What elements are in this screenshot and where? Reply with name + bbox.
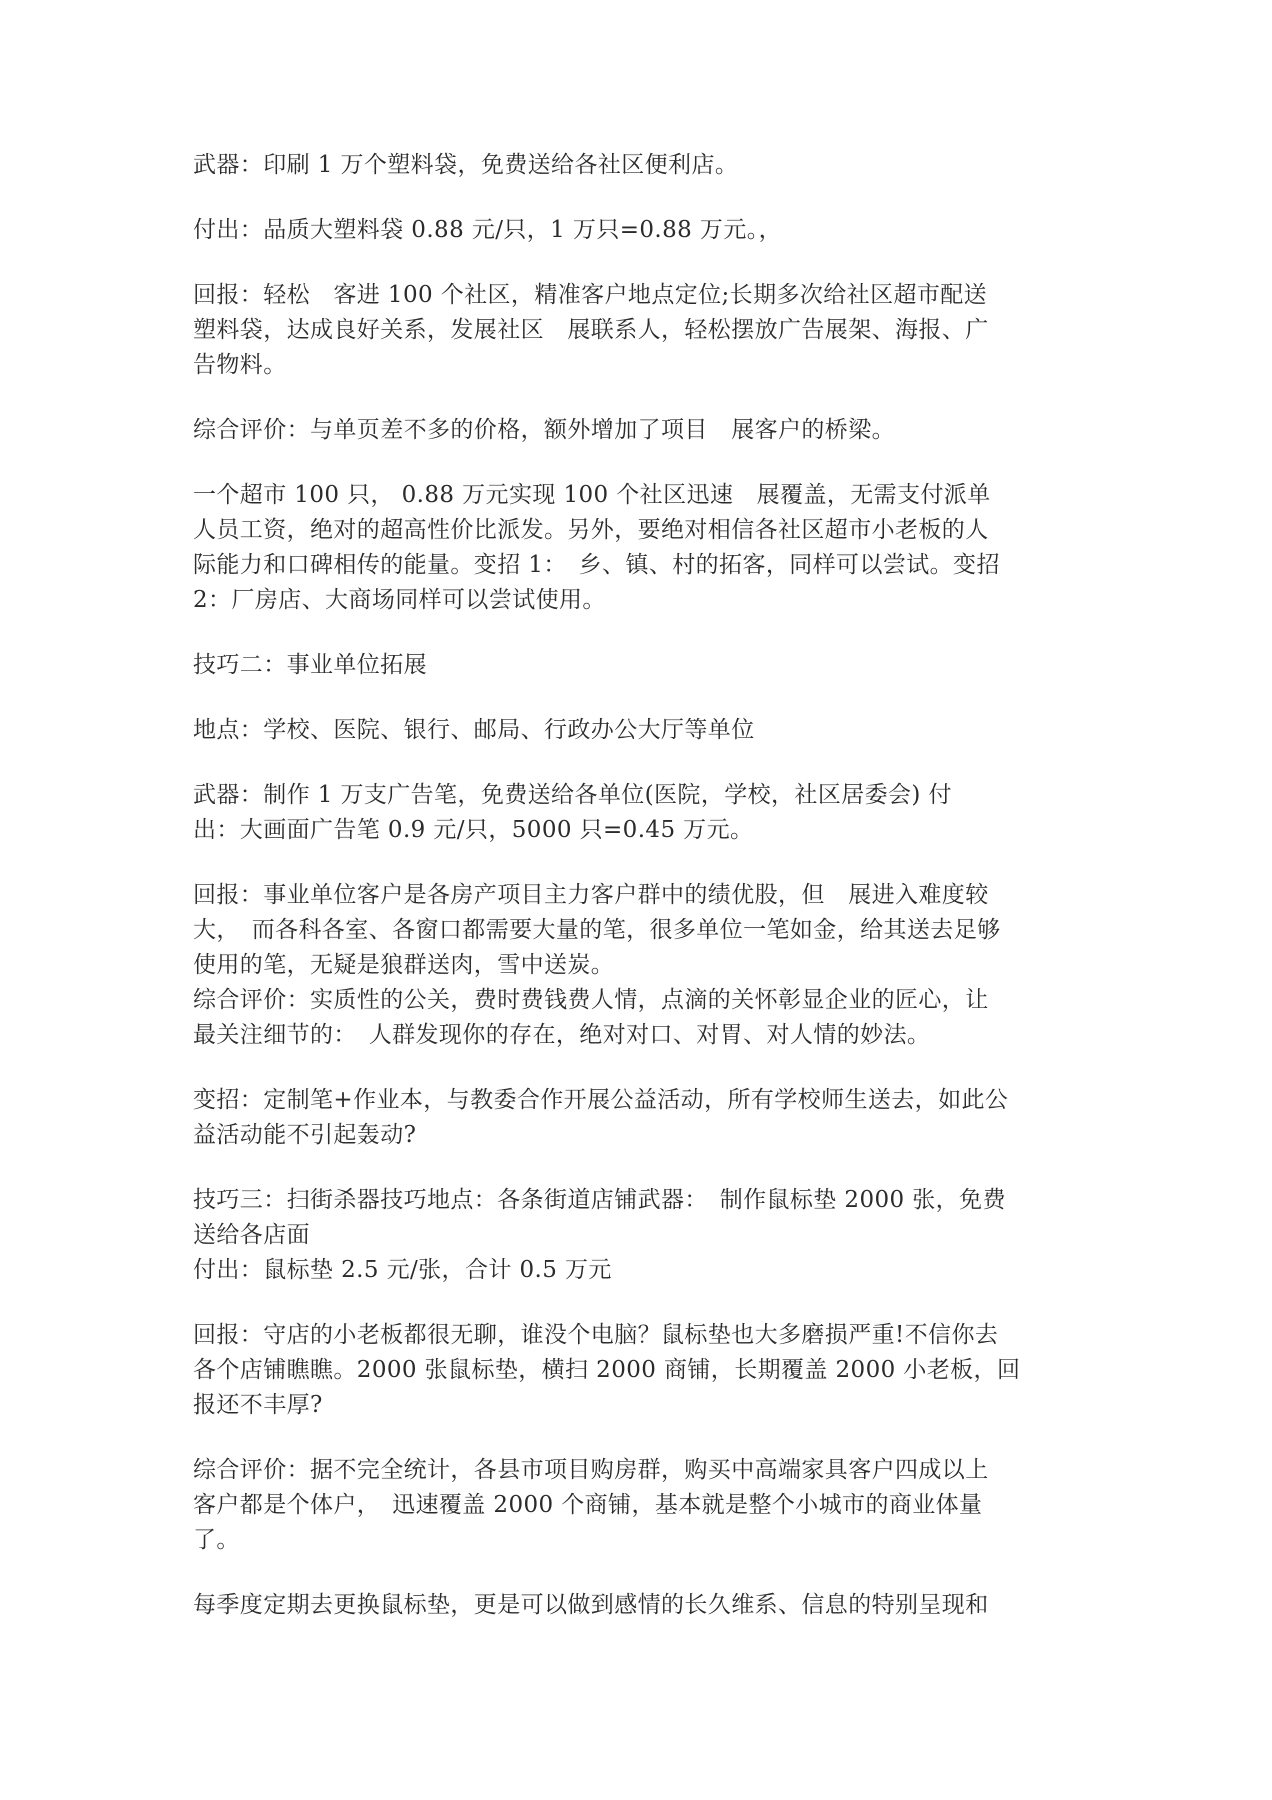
text-line: 武器：制作 1 万支广告笔，免费送给各单位(医院，学校，社区居委会) 付 xyxy=(193,782,952,808)
text-line: 出：大画面广告笔 0.9 元/只，5000 只=0.45 万元。 xyxy=(193,817,754,843)
text-line: 综合评价：据不完全统计，各县市项目购房群，购买中高端家具客户四成以上 xyxy=(193,1457,989,1483)
paragraph xyxy=(193,983,1093,1053)
paragraph xyxy=(193,1183,1093,1253)
text-line: 综合评价：实质性的公关，费时费钱费人情，点滴的关怀彰显企业的匠心，让 xyxy=(193,987,989,1013)
paragraph xyxy=(193,1453,1093,1558)
paragraph xyxy=(193,1083,1093,1153)
text-line: 变招：定制笔+作业本，与教委合作开展公益活动，所有学校师生送去，如此公 xyxy=(193,1087,1009,1113)
paragraph xyxy=(193,648,1093,683)
paragraph xyxy=(193,1253,1093,1288)
text-line: 人员工资，绝对的超高性价比派发。另外，要绝对相信各社区超市小老板的人 xyxy=(193,517,989,543)
text-line: 每季度定期去更换鼠标垫，更是可以做到感情的长久维系、信息的特别呈现和 xyxy=(193,1592,989,1618)
text-line: 综合评价：与单页差不多的价格，额外增加了项目 展客户的桥梁。 xyxy=(193,417,895,443)
paragraph xyxy=(193,148,1093,183)
text-line: 回报：轻松 客进 100 个社区，精准客户地点定位;长期多次给社区超市配送 xyxy=(193,282,988,308)
text-line: 大， 而各科各室、各窗口都需要大量的笔，很多单位一笔如金，给其送去足够 xyxy=(193,917,1001,943)
text-line: 益活动能不引起轰动? xyxy=(193,1122,417,1148)
text-line: 最关注细节的： 人群发现你的存在，绝对对口、对胃、对人情的妙法。 xyxy=(193,1022,931,1048)
paragraph xyxy=(193,213,1093,248)
text-line: 了。 xyxy=(193,1527,240,1553)
text-line: 回报：事业单位客户是各房产项目主力客户群中的绩优股，但 展进入难度较 xyxy=(193,882,989,908)
text-line: 付出：鼠标垫 2.5 元/张，合计 0.5 万元 xyxy=(193,1257,612,1283)
paragraph xyxy=(193,713,1093,748)
text-line: 付出：品质大塑料袋 0.88 元/只，1 万只=0.88 万元。， xyxy=(193,217,783,243)
paragraph xyxy=(193,878,1093,983)
text-line: 际能力和口碑相传的能量。变招 1： 乡、镇、村的拓客，同样可以尝试。变招 xyxy=(193,552,1000,578)
paragraph xyxy=(193,478,1093,618)
text-line: 客户都是个体户， 迅速覆盖 2000 个商铺，基本就是整个小城市的商业体量 xyxy=(193,1492,983,1518)
text-line: 使用的笔，无疑是狼群送肉，雪中送炭。 xyxy=(193,952,615,978)
text-line: 送给各店面 xyxy=(193,1222,310,1248)
paragraph xyxy=(193,413,1093,448)
text-line: 技巧三：扫街杀器技巧地点：各条街道店铺武器： 制作鼠标垫 2000 张，免费 xyxy=(193,1187,1006,1213)
text-line: 一个超市 100 只， 0.88 万元实现 100 个社区迅速 展覆盖，无需支付派单 xyxy=(193,482,991,508)
text-line: 回报：守店的小老板都很无聊，谁没个电脑？鼠标垫也大多磨损严重!不信你去 xyxy=(193,1322,999,1348)
document-body xyxy=(193,148,1093,1623)
text-line: 技巧二：事业单位拓展 xyxy=(193,652,427,678)
paragraph xyxy=(193,278,1093,383)
paragraph xyxy=(193,1588,1093,1623)
text-line: 报还不丰厚? xyxy=(193,1392,323,1418)
text-line: 地点：学校、医院、银行、邮局、行政办公大厅等单位 xyxy=(193,717,755,743)
text-line: 告物料。 xyxy=(193,352,287,378)
text-line: 2：厂房店、大商场同样可以尝试使用。 xyxy=(193,587,606,613)
paragraph xyxy=(193,778,1093,848)
paragraph xyxy=(193,1318,1093,1423)
text-line: 各个店铺瞧瞧。2000 张鼠标垫，横扫 2000 商铺，长期覆盖 2000 小老板，回 xyxy=(193,1357,1021,1383)
text-line: 塑料袋，达成良好关系，发展社区 展联系人，轻松摆放广告展架、海报、广 xyxy=(193,317,989,343)
text-line: 武器：印刷 1 万个塑料袋，免费送给各社区便利店。 xyxy=(193,152,739,178)
